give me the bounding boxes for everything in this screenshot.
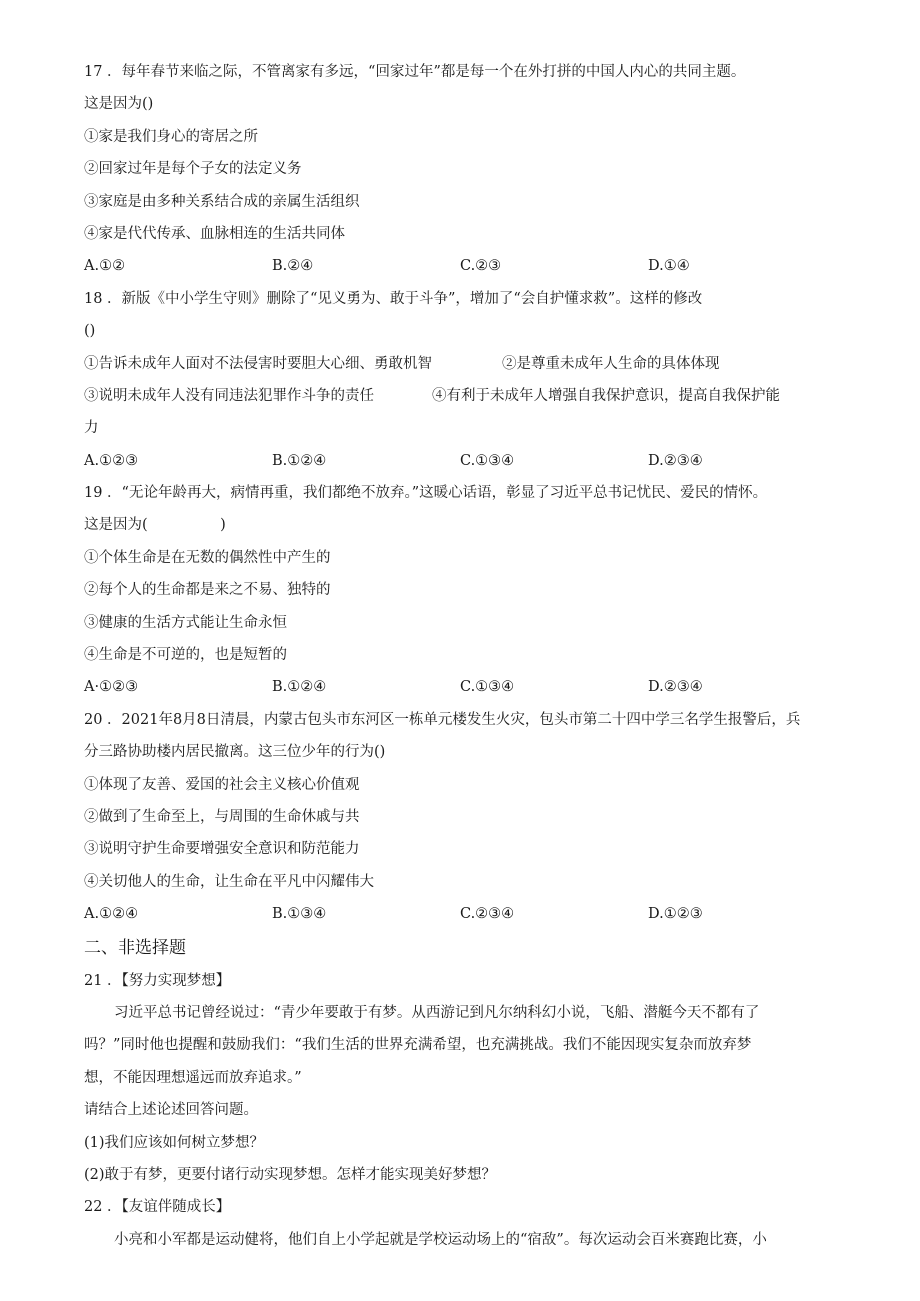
option-c: C.①③④	[460, 452, 515, 469]
option-b: B.①③④	[272, 906, 327, 923]
paragraph-line: 吗？”同时他也提醒和鼓励我们：“我们生活的世界充满希望，也充满挑战。我们不能因现实复杂而放弃梦	[84, 1037, 752, 1054]
option-a: A.①②	[84, 258, 126, 275]
question-stem-cont: 这是因为( )	[84, 517, 226, 534]
option-b: B.①②④	[272, 679, 327, 696]
statement-item: ②是尊重未成年人生命的具体体现	[502, 355, 720, 372]
option-c: C.②③④	[460, 906, 515, 923]
statement-item: ④有利于未成年人增强自我保护意识，提高自我保护能	[432, 387, 780, 404]
statement-item: ③健康的生活方式能让生命永恒	[84, 614, 287, 631]
paragraph-line: 想，不能因理想遥远而放弃追求。”	[84, 1069, 302, 1086]
option-d: D.①④	[648, 258, 690, 275]
option-a: A·①②③	[84, 679, 139, 696]
question-stem-cont: 分三路协助楼内居民撤离。这三位少年的行为()	[84, 744, 386, 761]
statement-item: ③家庭是由多种关系结合成的亲属生活组织	[84, 193, 360, 210]
question-heading: 22 ．【友谊伴随成长】	[84, 1199, 231, 1216]
statement-item: ①体现了友善、爱国的社会主义核心价值观	[84, 776, 360, 793]
statement-row	[84, 380, 836, 412]
section-heading: 二、非选择题	[84, 937, 186, 958]
statement-row	[84, 348, 836, 380]
statement-item: ①告诉未成年人面对不法侵害时要胆大心细、勇敢机智	[84, 355, 432, 372]
statement-item: ④关切他人的生命，让生命在平凡中闪耀伟大	[84, 873, 374, 890]
answer-options	[84, 671, 836, 703]
statement-item: ②每个人的生命都是来之不易、独特的	[84, 582, 331, 599]
option-d: D.②③④	[648, 679, 703, 696]
answer-options	[84, 445, 836, 477]
option-d: D.①②③	[648, 906, 703, 923]
question-19	[84, 477, 836, 704]
question-20	[84, 704, 836, 931]
question-18	[84, 283, 836, 477]
question-stem-cont: ()	[84, 323, 96, 340]
exam-page	[84, 56, 836, 1256]
option-b: B.②④	[272, 258, 314, 275]
question-22	[84, 1191, 836, 1256]
option-c: C.②③	[460, 258, 502, 275]
statement-item: ①家是我们身心的寄居之所	[84, 128, 258, 145]
option-a: A.①②③	[84, 452, 139, 469]
question-stem: 17 ．每年春节来临之际，不管离家有多远，“回家过年”都是每一个在外打拼的中国人内心的共同主题。	[84, 64, 746, 80]
sub-question: (1)我们应该如何树立梦想？	[84, 1134, 265, 1151]
option-d: D.②③④	[648, 452, 703, 469]
paragraph-line: 小亮和小军都是运动健将，他们自上小学起就是学校运动场上的“宿敌”。每次运动会百米赛跑比赛，小	[114, 1231, 767, 1248]
answer-options	[84, 250, 836, 282]
instruction-line: 请结合上述论述回答问题。	[84, 1102, 258, 1119]
question-stem: 20 ．2021年8月8日清晨，内蒙古包头市东河区一栋单元楼发生火灾，包头市第二十四中学三名学生报警后，兵	[84, 711, 801, 728]
option-b: B.①②④	[272, 452, 327, 469]
statement-item: ③说明未成年人没有同违法犯罪作斗争的责任	[84, 387, 374, 404]
option-c: C.①③④	[460, 679, 515, 696]
statement-item: ②回家过年是每个子女的法定义务	[84, 161, 302, 178]
question-21	[84, 965, 836, 1192]
question-heading: 21 ．【努力实现梦想】	[84, 972, 231, 989]
question-stem: 19 ．“无论年龄再大，病情再重，我们都绝不放弃。”这暖心话语，彰显了习近平总书记忧民、爱民的情怀。	[84, 485, 768, 502]
question-stem: 18 ．新版《中小学生守则》删除了“见义勇为、敢于斗争”，增加了“会自护懂求救”。这样的修改	[84, 290, 703, 307]
statement-item: ②做到了生命至上，与周围的生命休戚与共	[84, 808, 360, 825]
question-stem-cont: 这是因为()	[84, 96, 154, 113]
statement-item: ①个体生命是在无数的偶然性中产生的	[84, 549, 331, 566]
question-17	[84, 56, 836, 283]
answer-options	[84, 898, 836, 930]
statement-item: ④家是代代传承、血脉相连的生活共同体	[84, 225, 345, 242]
paragraph-line: 习近平总书记曾经说过：“青少年要敢于有梦。从西游记到凡尔纳科幻小说，飞船、潜艇今天不都有了	[114, 1004, 760, 1021]
statement-item-cont: 力	[84, 420, 99, 437]
sub-question: (2)敢于有梦，更要付诸行动实现梦想。怎样才能实现美好梦想？	[84, 1166, 497, 1183]
statement-item: ③说明守护生命要增强安全意识和防范能力	[84, 841, 360, 858]
statement-item: ④生命是不可逆的，也是短暂的	[84, 647, 287, 664]
option-a: A.①②④	[84, 906, 139, 923]
